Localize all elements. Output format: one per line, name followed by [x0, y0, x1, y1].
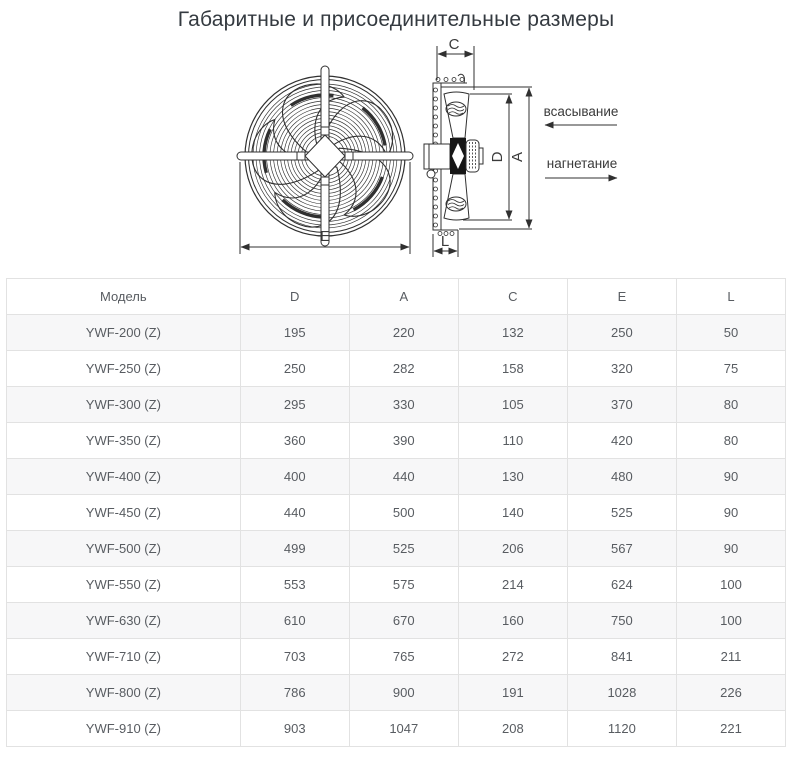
dimension-value-cell: 499 — [240, 531, 349, 567]
model-cell: YWF-250 (Z) — [7, 351, 241, 387]
dimension-value-cell: 567 — [567, 531, 676, 567]
dimension-value-cell: 575 — [349, 567, 458, 603]
column-header-c: C — [458, 279, 567, 315]
suction-label: всасывание — [543, 104, 619, 119]
dimension-value-cell: 390 — [349, 423, 458, 459]
model-cell: YWF-400 (Z) — [7, 459, 241, 495]
dim-label-c: C — [448, 36, 460, 53]
table-row — [7, 531, 786, 567]
dimension-value-cell: 525 — [567, 495, 676, 531]
dimension-value-cell: 220 — [349, 315, 458, 351]
dimension-value-cell: 525 — [349, 531, 458, 567]
dimension-value-cell: 295 — [240, 387, 349, 423]
model-cell: YWF-450 (Z) — [7, 495, 241, 531]
dimension-c — [437, 36, 474, 90]
dimension-value-cell: 206 — [458, 531, 567, 567]
model-cell: YWF-500 (Z) — [7, 531, 241, 567]
fan-diagram-svg — [0, 34, 792, 270]
table-row — [7, 603, 786, 639]
table-row — [7, 387, 786, 423]
dimension-value-cell: 360 — [240, 423, 349, 459]
dimension-value-cell: 440 — [240, 495, 349, 531]
dimension-value-cell: 90 — [676, 495, 785, 531]
dimension-value-cell: 140 — [458, 495, 567, 531]
model-cell: YWF-800 (Z) — [7, 675, 241, 711]
dimension-value-cell: 440 — [349, 459, 458, 495]
dimension-value-cell: 50 — [676, 315, 785, 351]
dimension-value-cell: 226 — [676, 675, 785, 711]
dim-label-l: L — [440, 233, 450, 250]
dimension-value-cell: 703 — [240, 639, 349, 675]
dimension-value-cell: 624 — [567, 567, 676, 603]
dimension-value-cell: 903 — [240, 711, 349, 747]
dimension-value-cell: 75 — [676, 351, 785, 387]
dimension-value-cell: 208 — [458, 711, 567, 747]
dimension-value-cell: 160 — [458, 603, 567, 639]
table-row — [7, 459, 786, 495]
column-header-a: A — [349, 279, 458, 315]
dimension-value-cell: 553 — [240, 567, 349, 603]
dim-label-e: E — [319, 228, 331, 245]
column-header-d: D — [240, 279, 349, 315]
table-row — [7, 351, 786, 387]
table-header-row — [7, 279, 786, 315]
page-title: Габаритные и присоединительные размеры — [177, 8, 615, 31]
dim-label-a: A — [509, 151, 526, 163]
dimension-value-cell: 272 — [458, 639, 567, 675]
dimension-value-cell: 80 — [676, 423, 785, 459]
table-row — [7, 567, 786, 603]
model-cell: YWF-300 (Z) — [7, 387, 241, 423]
dimensions-table — [6, 278, 786, 747]
dimension-value-cell: 900 — [349, 675, 458, 711]
dimension-value-cell: 320 — [567, 351, 676, 387]
table-row — [7, 423, 786, 459]
discharge-label: нагнетание — [546, 156, 618, 171]
dimension-value-cell: 158 — [458, 351, 567, 387]
dimension-value-cell: 1028 — [567, 675, 676, 711]
fan-side-view — [424, 36, 618, 257]
dimension-value-cell: 211 — [676, 639, 785, 675]
dim-label-d: D — [489, 151, 506, 163]
dimension-value-cell: 110 — [458, 423, 567, 459]
fan-dimension-diagram — [0, 34, 792, 270]
dimension-value-cell: 750 — [567, 603, 676, 639]
dimension-value-cell: 480 — [567, 459, 676, 495]
airflow-annotations — [544, 104, 619, 178]
column-header-model: Модель — [7, 279, 241, 315]
model-cell: YWF-350 (Z) — [7, 423, 241, 459]
table-row — [7, 315, 786, 351]
table-row — [7, 639, 786, 675]
dimension-value-cell: 250 — [240, 351, 349, 387]
dimension-value-cell: 130 — [458, 459, 567, 495]
dimension-value-cell: 90 — [676, 531, 785, 567]
dimension-value-cell: 370 — [567, 387, 676, 423]
dimension-value-cell: 214 — [458, 567, 567, 603]
dimension-value-cell: 841 — [567, 639, 676, 675]
dimension-value-cell: 400 — [240, 459, 349, 495]
dimension-value-cell: 90 — [676, 459, 785, 495]
table-row — [7, 711, 786, 747]
dimension-value-cell: 250 — [567, 315, 676, 351]
dimension-value-cell: 610 — [240, 603, 349, 639]
table-row — [7, 495, 786, 531]
model-cell: YWF-550 (Z) — [7, 567, 241, 603]
dimension-value-cell: 1047 — [349, 711, 458, 747]
dimension-value-cell: 500 — [349, 495, 458, 531]
table-row — [7, 675, 786, 711]
dimension-value-cell: 786 — [240, 675, 349, 711]
model-cell: YWF-910 (Z) — [7, 711, 241, 747]
dimension-value-cell: 100 — [676, 567, 785, 603]
model-cell: YWF-200 (Z) — [7, 315, 241, 351]
model-cell: YWF-630 (Z) — [7, 603, 241, 639]
dimension-value-cell: 100 — [676, 603, 785, 639]
dimension-value-cell: 132 — [458, 315, 567, 351]
dimension-value-cell: 420 — [567, 423, 676, 459]
dimension-value-cell: 195 — [240, 315, 349, 351]
column-header-e: E — [567, 279, 676, 315]
dimension-value-cell: 221 — [676, 711, 785, 747]
dimension-value-cell: 105 — [458, 387, 567, 423]
column-header-l: L — [676, 279, 785, 315]
dimension-value-cell: 282 — [349, 351, 458, 387]
model-cell: YWF-710 (Z) — [7, 639, 241, 675]
dimension-value-cell: 670 — [349, 603, 458, 639]
dimension-value-cell: 80 — [676, 387, 785, 423]
dimension-value-cell: 765 — [349, 639, 458, 675]
dimension-value-cell: 1120 — [567, 711, 676, 747]
fan-front-view — [237, 66, 413, 254]
dimension-value-cell: 330 — [349, 387, 458, 423]
dimension-value-cell: 191 — [458, 675, 567, 711]
